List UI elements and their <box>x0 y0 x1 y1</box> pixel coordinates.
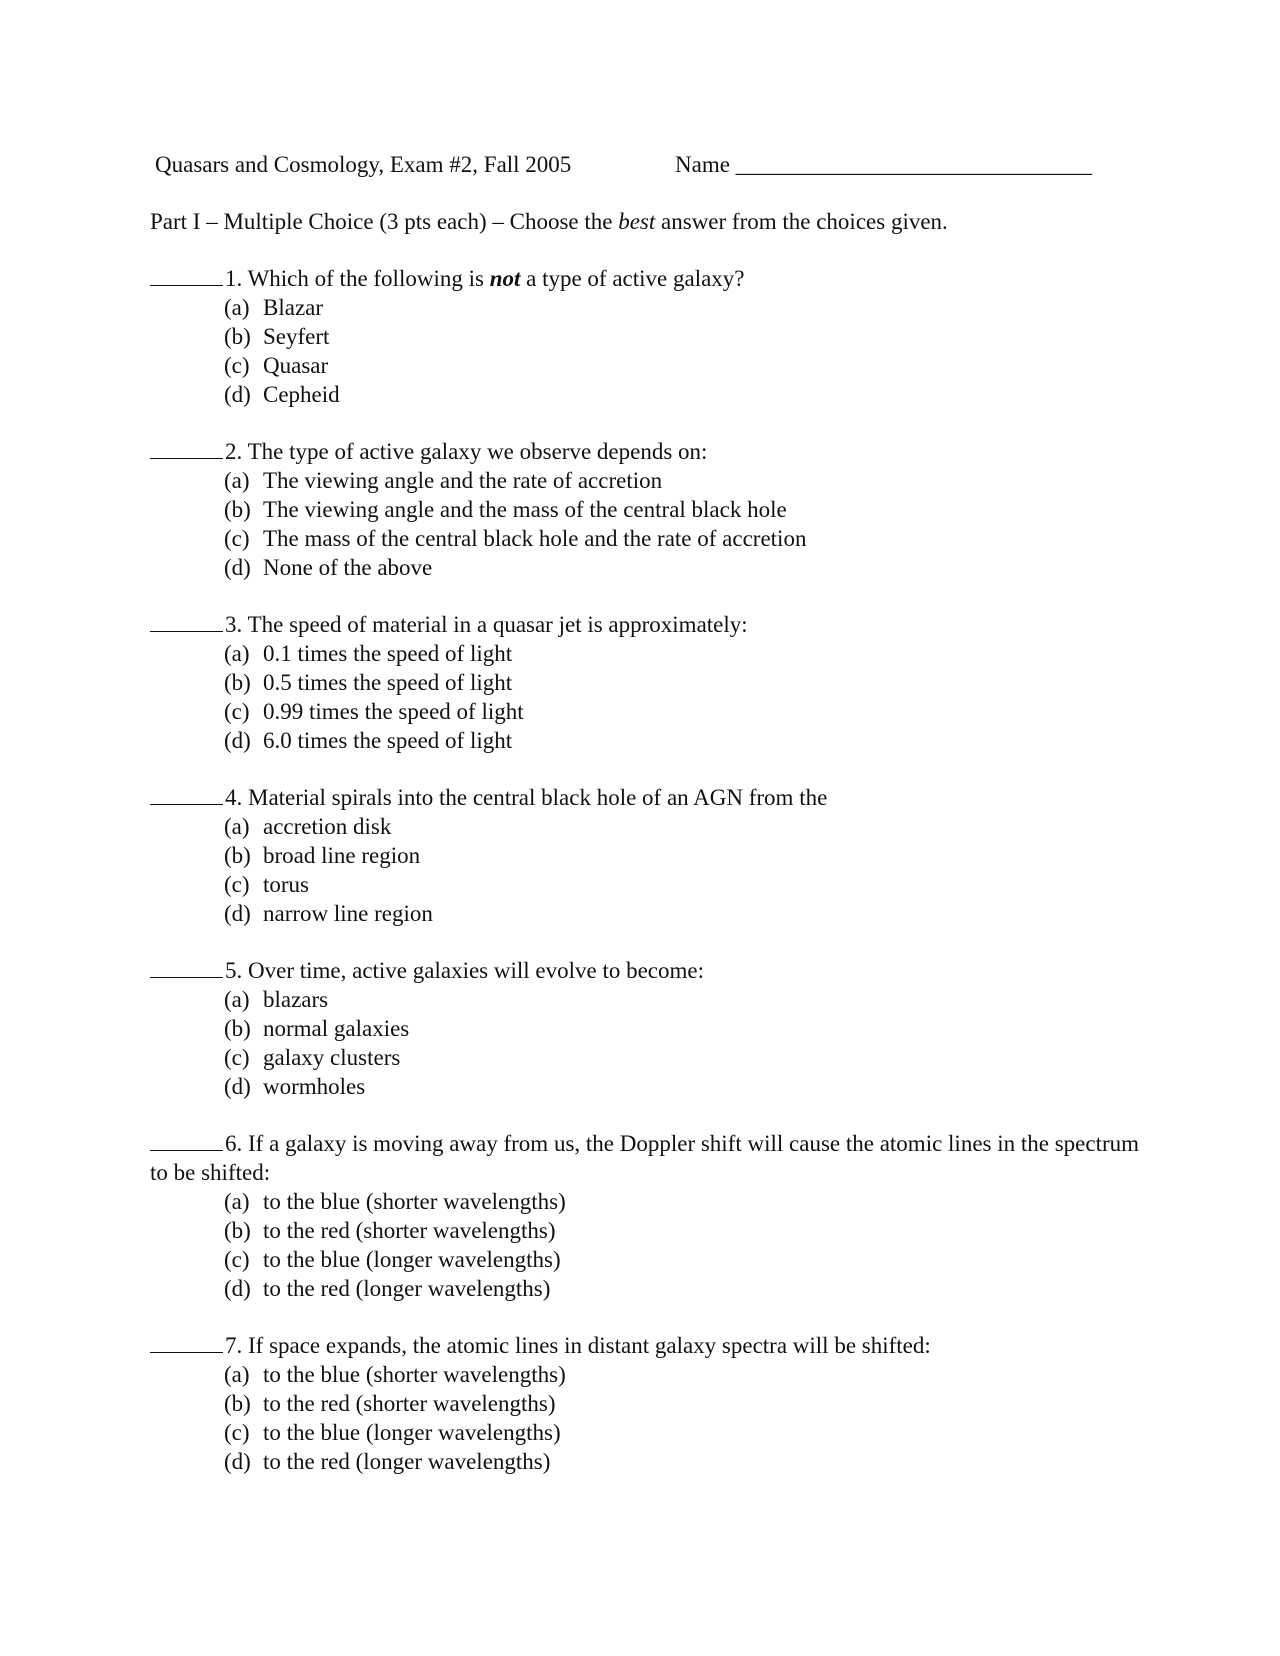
option-list <box>150 1360 1150 1476</box>
option-letter: (d) <box>224 1074 251 1099</box>
option-a <box>224 293 1150 322</box>
part-suffix: answer from the choices given. <box>655 209 948 234</box>
question-7 <box>150 1331 1150 1476</box>
option-text: The viewing angle and the rate of accretion <box>263 468 663 493</box>
part-prefix: Part I – Multiple Choice (3 pts each) – Choose the <box>150 209 619 234</box>
answer-blank[interactable] <box>150 1332 223 1353</box>
option-c <box>224 697 1150 726</box>
option-letter: (a) <box>224 468 250 493</box>
question-stem-text: 6. If a galaxy is moving away from us, the Doppler shift will cause the atomic lines in the spectrum to be shifted: <box>150 1131 1140 1185</box>
option-d <box>224 726 1150 755</box>
option-b <box>224 1389 1150 1418</box>
exam-title: Quasars and Cosmology, Exam #2, Fall 2005 <box>155 152 572 177</box>
option-list <box>150 639 1150 755</box>
question-stem <box>150 956 1150 985</box>
option-b <box>224 841 1150 870</box>
option-letter: (d) <box>224 1449 251 1474</box>
option-letter: (b) <box>224 497 251 522</box>
option-text: to the blue (shorter wavelengths) <box>263 1189 566 1214</box>
option-letter: (b) <box>224 670 251 695</box>
option-list <box>150 466 1150 582</box>
option-letter: (a) <box>224 641 250 666</box>
option-letter: (b) <box>224 843 251 868</box>
question-stem-text: 7. If space expands, the atomic lines in distant galaxy spectra will be shifted: <box>225 1333 931 1358</box>
option-c <box>224 1245 1150 1274</box>
option-text: to the blue (longer wavelengths) <box>263 1247 561 1272</box>
part-instructions <box>150 209 948 235</box>
question-stem-part: 1. Which of the following is <box>225 266 490 291</box>
option-text: to the blue (shorter wavelengths) <box>263 1362 566 1387</box>
question-stem <box>150 610 1150 639</box>
option-b <box>224 322 1150 351</box>
question-6 <box>150 1129 1150 1303</box>
option-text: Quasar <box>263 353 329 378</box>
option-letter: (b) <box>224 1391 251 1416</box>
option-letter: (c) <box>224 699 250 724</box>
option-d <box>224 1274 1150 1303</box>
option-text: Blazar <box>263 295 324 320</box>
option-letter: (b) <box>224 1016 251 1041</box>
option-text: The viewing angle and the mass of the central black hole <box>263 497 787 522</box>
option-text: narrow line region <box>263 901 433 926</box>
question-stem <box>150 1331 1150 1360</box>
option-letter: (b) <box>224 1218 251 1243</box>
option-a <box>224 1187 1150 1216</box>
question-stem-text: 4. Material spirals into the central black hole of an AGN from the <box>225 785 828 810</box>
question-stem <box>150 437 1150 466</box>
option-d <box>224 553 1150 582</box>
option-text: 0.99 times the speed of light <box>263 699 524 724</box>
option-letter: (c) <box>224 353 250 378</box>
question-5 <box>150 956 1150 1101</box>
option-a <box>224 639 1150 668</box>
question-stem-emphasis: not <box>489 266 521 291</box>
option-letter: (d) <box>224 555 251 580</box>
question-stem-text: 3. The speed of material in a quasar jet is approximately: <box>225 612 748 637</box>
option-text: broad line region <box>263 843 421 868</box>
option-text: torus <box>263 872 309 897</box>
option-d <box>224 1447 1150 1476</box>
answer-blank[interactable] <box>150 611 223 632</box>
option-c <box>224 1418 1150 1447</box>
question-4 <box>150 783 1150 928</box>
option-text: 6.0 times the speed of light <box>263 728 513 753</box>
question-2 <box>150 437 1150 582</box>
option-c <box>224 1043 1150 1072</box>
option-letter: (a) <box>224 814 250 839</box>
option-a <box>224 1360 1150 1389</box>
option-text: to the blue (longer wavelengths) <box>263 1420 561 1445</box>
option-letter: (a) <box>224 1362 250 1387</box>
option-b <box>224 1216 1150 1245</box>
answer-blank[interactable] <box>150 1130 223 1151</box>
option-a <box>224 812 1150 841</box>
option-d <box>224 1072 1150 1101</box>
option-text: Seyfert <box>263 324 330 349</box>
option-letter: (a) <box>224 1189 250 1214</box>
answer-blank[interactable] <box>150 784 223 805</box>
option-c <box>224 870 1150 899</box>
option-list <box>150 985 1150 1101</box>
option-text: None of the above <box>263 555 433 580</box>
name-field-label: Name _______________________________ <box>675 152 1093 177</box>
option-text: The mass of the central black hole and the rate of accretion <box>263 526 807 551</box>
question-list <box>150 264 1150 1504</box>
option-letter: (c) <box>224 526 250 551</box>
option-list <box>150 812 1150 928</box>
option-text: accretion disk <box>263 814 392 839</box>
option-text: to the red (longer wavelengths) <box>263 1276 551 1301</box>
option-b <box>224 495 1150 524</box>
option-list <box>150 293 1150 409</box>
option-letter: (c) <box>224 1247 250 1272</box>
option-text: to the red (shorter wavelengths) <box>263 1218 556 1243</box>
option-letter: (a) <box>224 295 250 320</box>
question-stem-text: 2. The type of active galaxy we observe depends on: <box>225 439 708 464</box>
question-1 <box>150 264 1150 409</box>
question-stem-part: a type of active galaxy? <box>520 266 745 291</box>
option-letter: (b) <box>224 324 251 349</box>
option-b <box>224 668 1150 697</box>
option-text: galaxy clusters <box>263 1045 401 1070</box>
option-letter: (d) <box>224 1276 251 1301</box>
option-b <box>224 1014 1150 1043</box>
option-letter: (a) <box>224 987 250 1012</box>
answer-blank[interactable] <box>150 438 223 459</box>
option-d <box>224 899 1150 928</box>
option-text: wormholes <box>263 1074 366 1099</box>
option-text: blazars <box>263 987 329 1012</box>
question-stem-text: 5. Over time, active galaxies will evolve to become: <box>225 958 705 983</box>
option-list <box>150 1187 1150 1303</box>
question-stem <box>150 264 1150 293</box>
option-text: Cepheid <box>263 382 340 407</box>
answer-blank[interactable] <box>150 957 223 978</box>
question-3 <box>150 610 1150 755</box>
option-letter: (c) <box>224 1420 250 1445</box>
question-stem <box>150 783 1150 812</box>
option-c <box>224 351 1150 380</box>
option-letter: (d) <box>224 382 251 407</box>
option-a <box>224 466 1150 495</box>
option-text: normal galaxies <box>263 1016 410 1041</box>
question-stem <box>150 1129 1150 1187</box>
option-letter: (d) <box>224 728 251 753</box>
option-letter: (c) <box>224 1045 250 1070</box>
option-d <box>224 380 1150 409</box>
part-emphasis: best <box>618 209 656 234</box>
option-text: 0.5 times the speed of light <box>263 670 513 695</box>
option-letter: (d) <box>224 901 251 926</box>
exam-header <box>155 152 1093 178</box>
option-a <box>224 985 1150 1014</box>
option-text: 0.1 times the speed of light <box>263 641 513 666</box>
option-letter: (c) <box>224 872 250 897</box>
option-c <box>224 524 1150 553</box>
option-text: to the red (shorter wavelengths) <box>263 1391 556 1416</box>
option-text: to the red (longer wavelengths) <box>263 1449 551 1474</box>
answer-blank[interactable] <box>150 265 223 286</box>
